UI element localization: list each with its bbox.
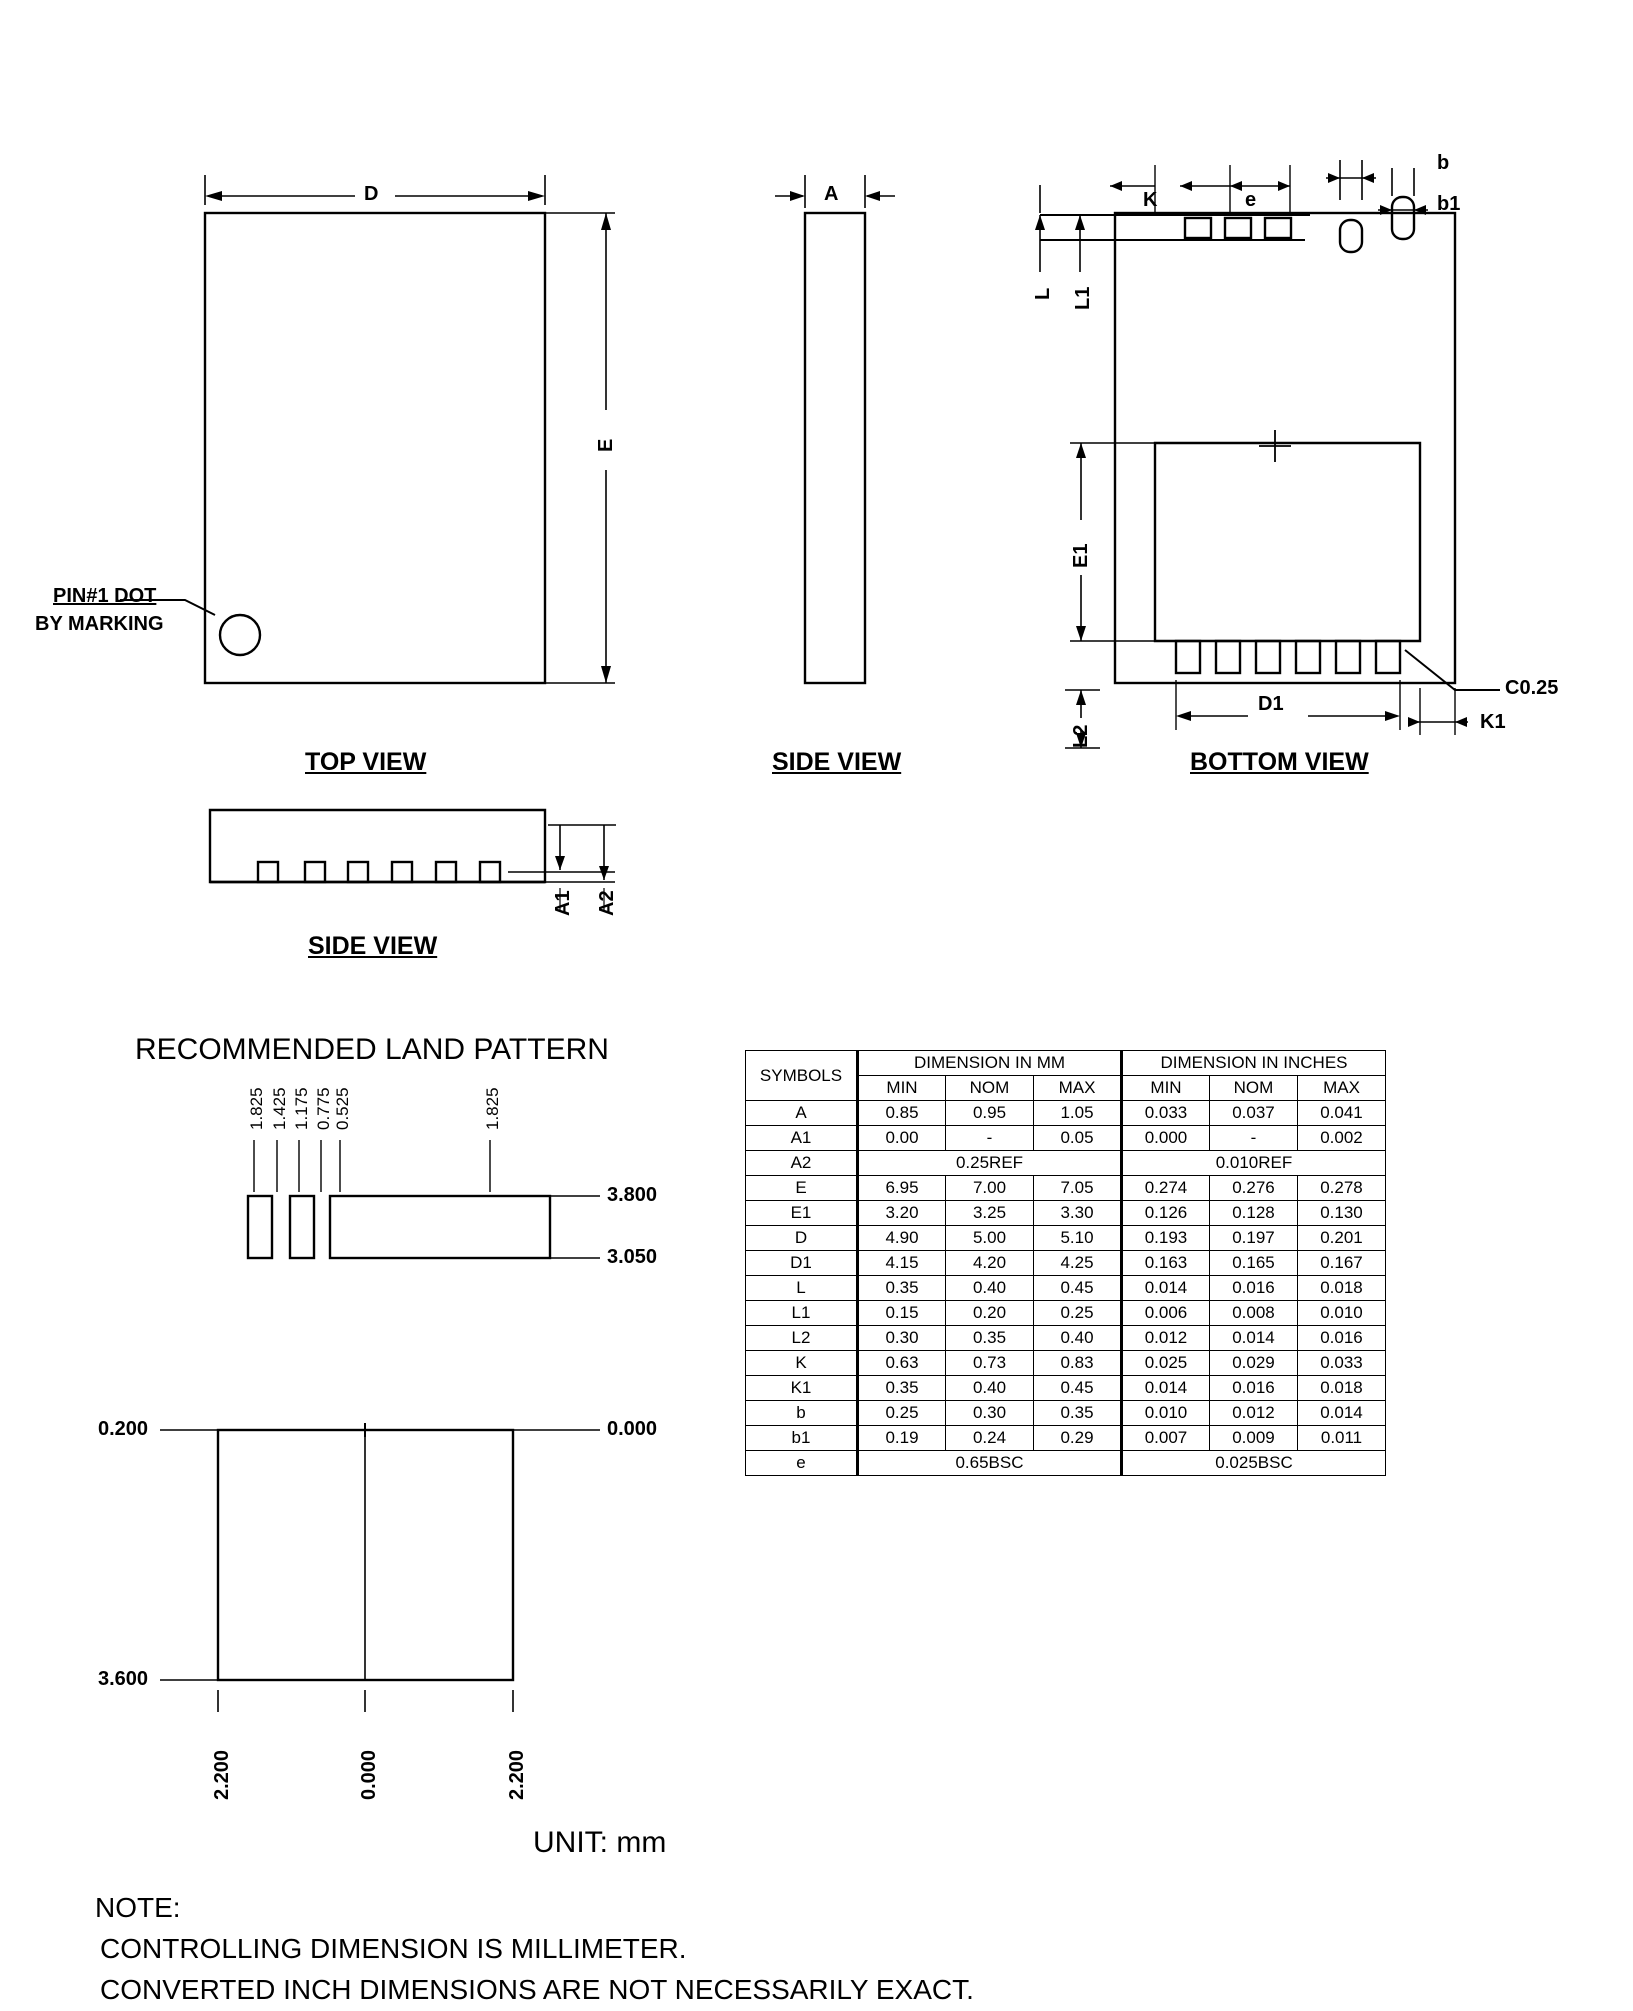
- dim-label-L: L: [1032, 287, 1054, 300]
- dim-label-A: A: [824, 183, 839, 205]
- table-cell-mm: 7.00: [946, 1176, 1034, 1201]
- table-cell-mm: 0.45: [1034, 1276, 1122, 1301]
- table-cell-inch: 0.016: [1210, 1276, 1298, 1301]
- table-row: [746, 1226, 1386, 1251]
- table-cell-mm: 0.40: [946, 1376, 1034, 1401]
- table-cell-mm: 0.40: [946, 1276, 1034, 1301]
- table-cell-mm: 4.25: [1034, 1251, 1122, 1276]
- side-view-2-body: [210, 810, 545, 882]
- table-cell-inch: 0.201: [1298, 1226, 1386, 1251]
- table-cell-inch: 0.010: [1122, 1401, 1210, 1426]
- land-pad-epad: [330, 1196, 550, 1258]
- table-cell-symbol: A1: [746, 1126, 858, 1151]
- table-row: [746, 1451, 1386, 1476]
- table-cell-symbol: e: [746, 1451, 858, 1476]
- table-cell-mm: 0.29: [1034, 1426, 1122, 1451]
- table-cell-inch: 0.193: [1122, 1226, 1210, 1251]
- land-dim-0775: 0.775: [314, 1087, 333, 1130]
- table-cell-inch: 0.014: [1122, 1276, 1210, 1301]
- dim-label-E1: E1: [1070, 543, 1092, 568]
- table-row: [746, 1326, 1386, 1351]
- table-cell-symbol: A2: [746, 1151, 858, 1176]
- table-header-mm: DIMENSION IN MM: [858, 1051, 1122, 1076]
- land-pad-1: [248, 1196, 272, 1258]
- table-cell-inch: 0.016: [1210, 1376, 1298, 1401]
- table-cell-mm: 1.05: [1034, 1101, 1122, 1126]
- table-cell-symbol: E1: [746, 1201, 858, 1226]
- table-cell-symbol: D: [746, 1226, 858, 1251]
- dim-label-K1: K1: [1480, 711, 1506, 733]
- table-cell-inch: 0.016: [1298, 1326, 1386, 1351]
- table-cell-inch: 0.167: [1298, 1251, 1386, 1276]
- dim-label-A1: A1: [552, 890, 574, 916]
- table-cell-mm: 0.45: [1034, 1376, 1122, 1401]
- table-cell-inch: 0.010: [1298, 1301, 1386, 1326]
- bottom-view-pad-row-bottom: [1176, 641, 1400, 673]
- table-cell-inch: 0.037: [1210, 1101, 1298, 1126]
- table-cell-inch: 0.165: [1210, 1251, 1298, 1276]
- table-cell-mm: 3.30: [1034, 1201, 1122, 1226]
- table-row: [746, 1151, 1386, 1176]
- table-cell-mm: 0.05: [1034, 1126, 1122, 1151]
- table-header-symbols: SYMBOLS: [746, 1051, 858, 1101]
- dim-label-b: b: [1437, 152, 1450, 174]
- land-dim-1425: 1.425: [270, 1087, 289, 1130]
- dim-label-E: E: [595, 438, 617, 452]
- table-cell-symbol: K: [746, 1351, 858, 1376]
- table-cell-mm: 7.05: [1034, 1176, 1122, 1201]
- land-outline-dim-0200: 0.200: [98, 1418, 149, 1440]
- table-cell-inch: 0.000: [1122, 1126, 1210, 1151]
- table-cell-mm: 5.10: [1034, 1226, 1122, 1251]
- chamfer-callout: C0.25: [1505, 677, 1559, 699]
- table-cell-symbol: E: [746, 1176, 858, 1201]
- note-line-1: CONTROLLING DIMENSION IS MILLIMETER.: [100, 1933, 687, 1964]
- land-dim-3050: 3.050: [607, 1246, 658, 1268]
- view-title-bottom: BOTTOM VIEW: [1190, 748, 1369, 776]
- table-cell-inch: 0.006: [1122, 1301, 1210, 1326]
- note-title: NOTE:: [95, 1892, 181, 1923]
- table-cell-symbol: L1: [746, 1301, 858, 1326]
- table-row: [746, 1351, 1386, 1376]
- table-cell-symbol: D1: [746, 1251, 858, 1276]
- table-cell-mm: 0.40: [1034, 1326, 1122, 1351]
- table-row: [746, 1101, 1386, 1126]
- table-cell-mm: 0.35: [1034, 1401, 1122, 1426]
- table-cell-inch: 0.029: [1210, 1351, 1298, 1376]
- table-cell-inch: 0.041: [1298, 1101, 1386, 1126]
- table-cell-mm: 0.73: [946, 1351, 1034, 1376]
- dim-label-L1: L1: [1072, 286, 1094, 310]
- table-subheader-in-min: MIN: [1122, 1076, 1210, 1101]
- table-cell-inch: 0.197: [1210, 1226, 1298, 1251]
- table-cell-mm: 0.30: [946, 1401, 1034, 1426]
- table-cell-inch: 0.009: [1210, 1426, 1298, 1451]
- dim-label-D1: D1: [1258, 693, 1284, 715]
- table-cell-inch: 0.014: [1210, 1326, 1298, 1351]
- table-cell-inch: 0.128: [1210, 1201, 1298, 1226]
- table-cell-inch: 0.274: [1122, 1176, 1210, 1201]
- bottom-view-epad: [1155, 443, 1420, 641]
- table-row: [746, 1201, 1386, 1226]
- table-cell-mm: 0.25: [858, 1401, 946, 1426]
- bottom-view-pad-row-top: [1040, 197, 1414, 252]
- table-subheader-mm-max: MAX: [1034, 1076, 1122, 1101]
- table-cell-mm: -: [946, 1126, 1034, 1151]
- table-cell-mm-span: 0.25REF: [858, 1151, 1122, 1176]
- dim-label-e: e: [1245, 189, 1257, 211]
- dim-label-A2: A2: [596, 890, 618, 916]
- dim-label-L2: L2: [1070, 724, 1092, 748]
- land-pad-2: [290, 1196, 314, 1258]
- table-cell-mm: 0.30: [858, 1326, 946, 1351]
- view-title-top: TOP VIEW: [305, 748, 427, 776]
- top-view-body: [205, 213, 545, 683]
- table-cell-mm: 4.15: [858, 1251, 946, 1276]
- table-cell-in-span: 0.025BSC: [1122, 1451, 1386, 1476]
- table-cell-mm: 0.95: [946, 1101, 1034, 1126]
- land-dim-1175: 1.175: [292, 1087, 311, 1130]
- table-cell-mm: 4.90: [858, 1226, 946, 1251]
- table-cell-inch: -: [1210, 1126, 1298, 1151]
- table-cell-mm: 0.83: [1034, 1351, 1122, 1376]
- dim-label-K: K: [1143, 189, 1158, 211]
- table-cell-mm: 0.24: [946, 1426, 1034, 1451]
- land-outline-dim-3600: 3.600: [98, 1668, 149, 1690]
- dimension-table-body: [746, 1101, 1386, 1476]
- land-outline-dim-0000-bottom: 0.000: [358, 1749, 380, 1800]
- table-cell-symbol: b1: [746, 1426, 858, 1451]
- land-outline-dim-0000-right: 0.000: [607, 1418, 658, 1440]
- table-cell-mm: 4.20: [946, 1251, 1034, 1276]
- dim-label-D: D: [364, 183, 379, 205]
- table-cell-inch: 0.278: [1298, 1176, 1386, 1201]
- land-dim-1825a: 1.825: [247, 1087, 266, 1130]
- land-pattern-title: RECOMMENDED LAND PATTERN: [135, 1033, 609, 1066]
- note-line-2: CONVERTED INCH DIMENSIONS ARE NOT NECESSARILY EXACT.: [100, 1974, 974, 2005]
- table-cell-symbol: A: [746, 1101, 858, 1126]
- table-cell-in-span: 0.010REF: [1122, 1151, 1386, 1176]
- table-cell-mm-span: 0.65BSC: [858, 1451, 1122, 1476]
- table-cell-mm: 3.20: [858, 1201, 946, 1226]
- pin1-dot: [220, 615, 260, 655]
- dimension-table: [745, 1050, 1386, 1476]
- table-cell-inch: 0.018: [1298, 1376, 1386, 1401]
- table-cell-mm: 0.00: [858, 1126, 946, 1151]
- side-view-2-leads: [258, 862, 500, 882]
- table-cell-mm: 0.25: [1034, 1301, 1122, 1326]
- table-cell-inch: 0.126: [1122, 1201, 1210, 1226]
- land-dim-1825b: 1.825: [483, 1087, 502, 1130]
- table-cell-mm: 0.35: [946, 1326, 1034, 1351]
- table-cell-inch: 0.033: [1298, 1351, 1386, 1376]
- table-cell-inch: 0.007: [1122, 1426, 1210, 1451]
- table-cell-mm: 0.63: [858, 1351, 946, 1376]
- table-cell-inch: 0.163: [1122, 1251, 1210, 1276]
- table-row: [746, 1251, 1386, 1276]
- table-cell-mm: 0.35: [858, 1276, 946, 1301]
- table-cell-mm: 0.35: [858, 1376, 946, 1401]
- unit-label: UNIT: mm: [533, 1826, 667, 1859]
- table-row: [746, 1301, 1386, 1326]
- table-cell-inch: 0.002: [1298, 1126, 1386, 1151]
- land-outline-dim-2200-right: 2.200: [506, 1749, 528, 1800]
- pin1-callout-line1: PIN#1 DOT: [53, 585, 157, 607]
- view-title-side-2: SIDE VIEW: [308, 932, 438, 960]
- pin1-callout-line2: BY MARKING: [35, 613, 164, 635]
- table-subheader-mm-nom: NOM: [946, 1076, 1034, 1101]
- table-cell-inch: 0.276: [1210, 1176, 1298, 1201]
- view-title-side-1: SIDE VIEW: [772, 748, 902, 776]
- table-cell-inch: 0.008: [1210, 1301, 1298, 1326]
- table-cell-inch: 0.033: [1122, 1101, 1210, 1126]
- table-cell-inch: 0.011: [1298, 1426, 1386, 1451]
- table-subheader-in-nom: NOM: [1210, 1076, 1298, 1101]
- dim-label-b1: b1: [1437, 193, 1461, 215]
- table-row: [746, 1426, 1386, 1451]
- land-dim-3800: 3.800: [607, 1184, 658, 1206]
- table-subheader-in-max: MAX: [1298, 1076, 1386, 1101]
- table-group-header-row: [746, 1051, 1386, 1076]
- table-cell-symbol: K1: [746, 1376, 858, 1401]
- table-cell-mm: 0.20: [946, 1301, 1034, 1326]
- table-cell-mm: 0.19: [858, 1426, 946, 1451]
- land-outline-dim-2200-left: 2.200: [211, 1749, 233, 1800]
- table-cell-mm: 5.00: [946, 1226, 1034, 1251]
- table-cell-inch: 0.130: [1298, 1201, 1386, 1226]
- table-subheader-mm-min: MIN: [858, 1076, 946, 1101]
- side-view-1-body: [805, 213, 865, 683]
- table-cell-inch: 0.014: [1122, 1376, 1210, 1401]
- table-row: [746, 1401, 1386, 1426]
- table-cell-inch: 0.025: [1122, 1351, 1210, 1376]
- table-cell-symbol: L: [746, 1276, 858, 1301]
- bottom-view-body: [1115, 213, 1455, 683]
- table-cell-inch: 0.012: [1122, 1326, 1210, 1351]
- table-cell-mm: 0.15: [858, 1301, 946, 1326]
- table-cell-mm: 0.85: [858, 1101, 946, 1126]
- table-cell-symbol: b: [746, 1401, 858, 1426]
- table-cell-inch: 0.012: [1210, 1401, 1298, 1426]
- table-cell-inch: 0.018: [1298, 1276, 1386, 1301]
- table-row: [746, 1126, 1386, 1151]
- table-cell-inch: 0.014: [1298, 1401, 1386, 1426]
- table-row: [746, 1276, 1386, 1301]
- table-row: [746, 1376, 1386, 1401]
- table-cell-mm: 3.25: [946, 1201, 1034, 1226]
- table-row: [746, 1176, 1386, 1201]
- table-cell-symbol: L2: [746, 1326, 858, 1351]
- table-cell-mm: 6.95: [858, 1176, 946, 1201]
- land-dim-0525: 0.525: [333, 1087, 352, 1130]
- table-header-inches: DIMENSION IN INCHES: [1122, 1051, 1386, 1076]
